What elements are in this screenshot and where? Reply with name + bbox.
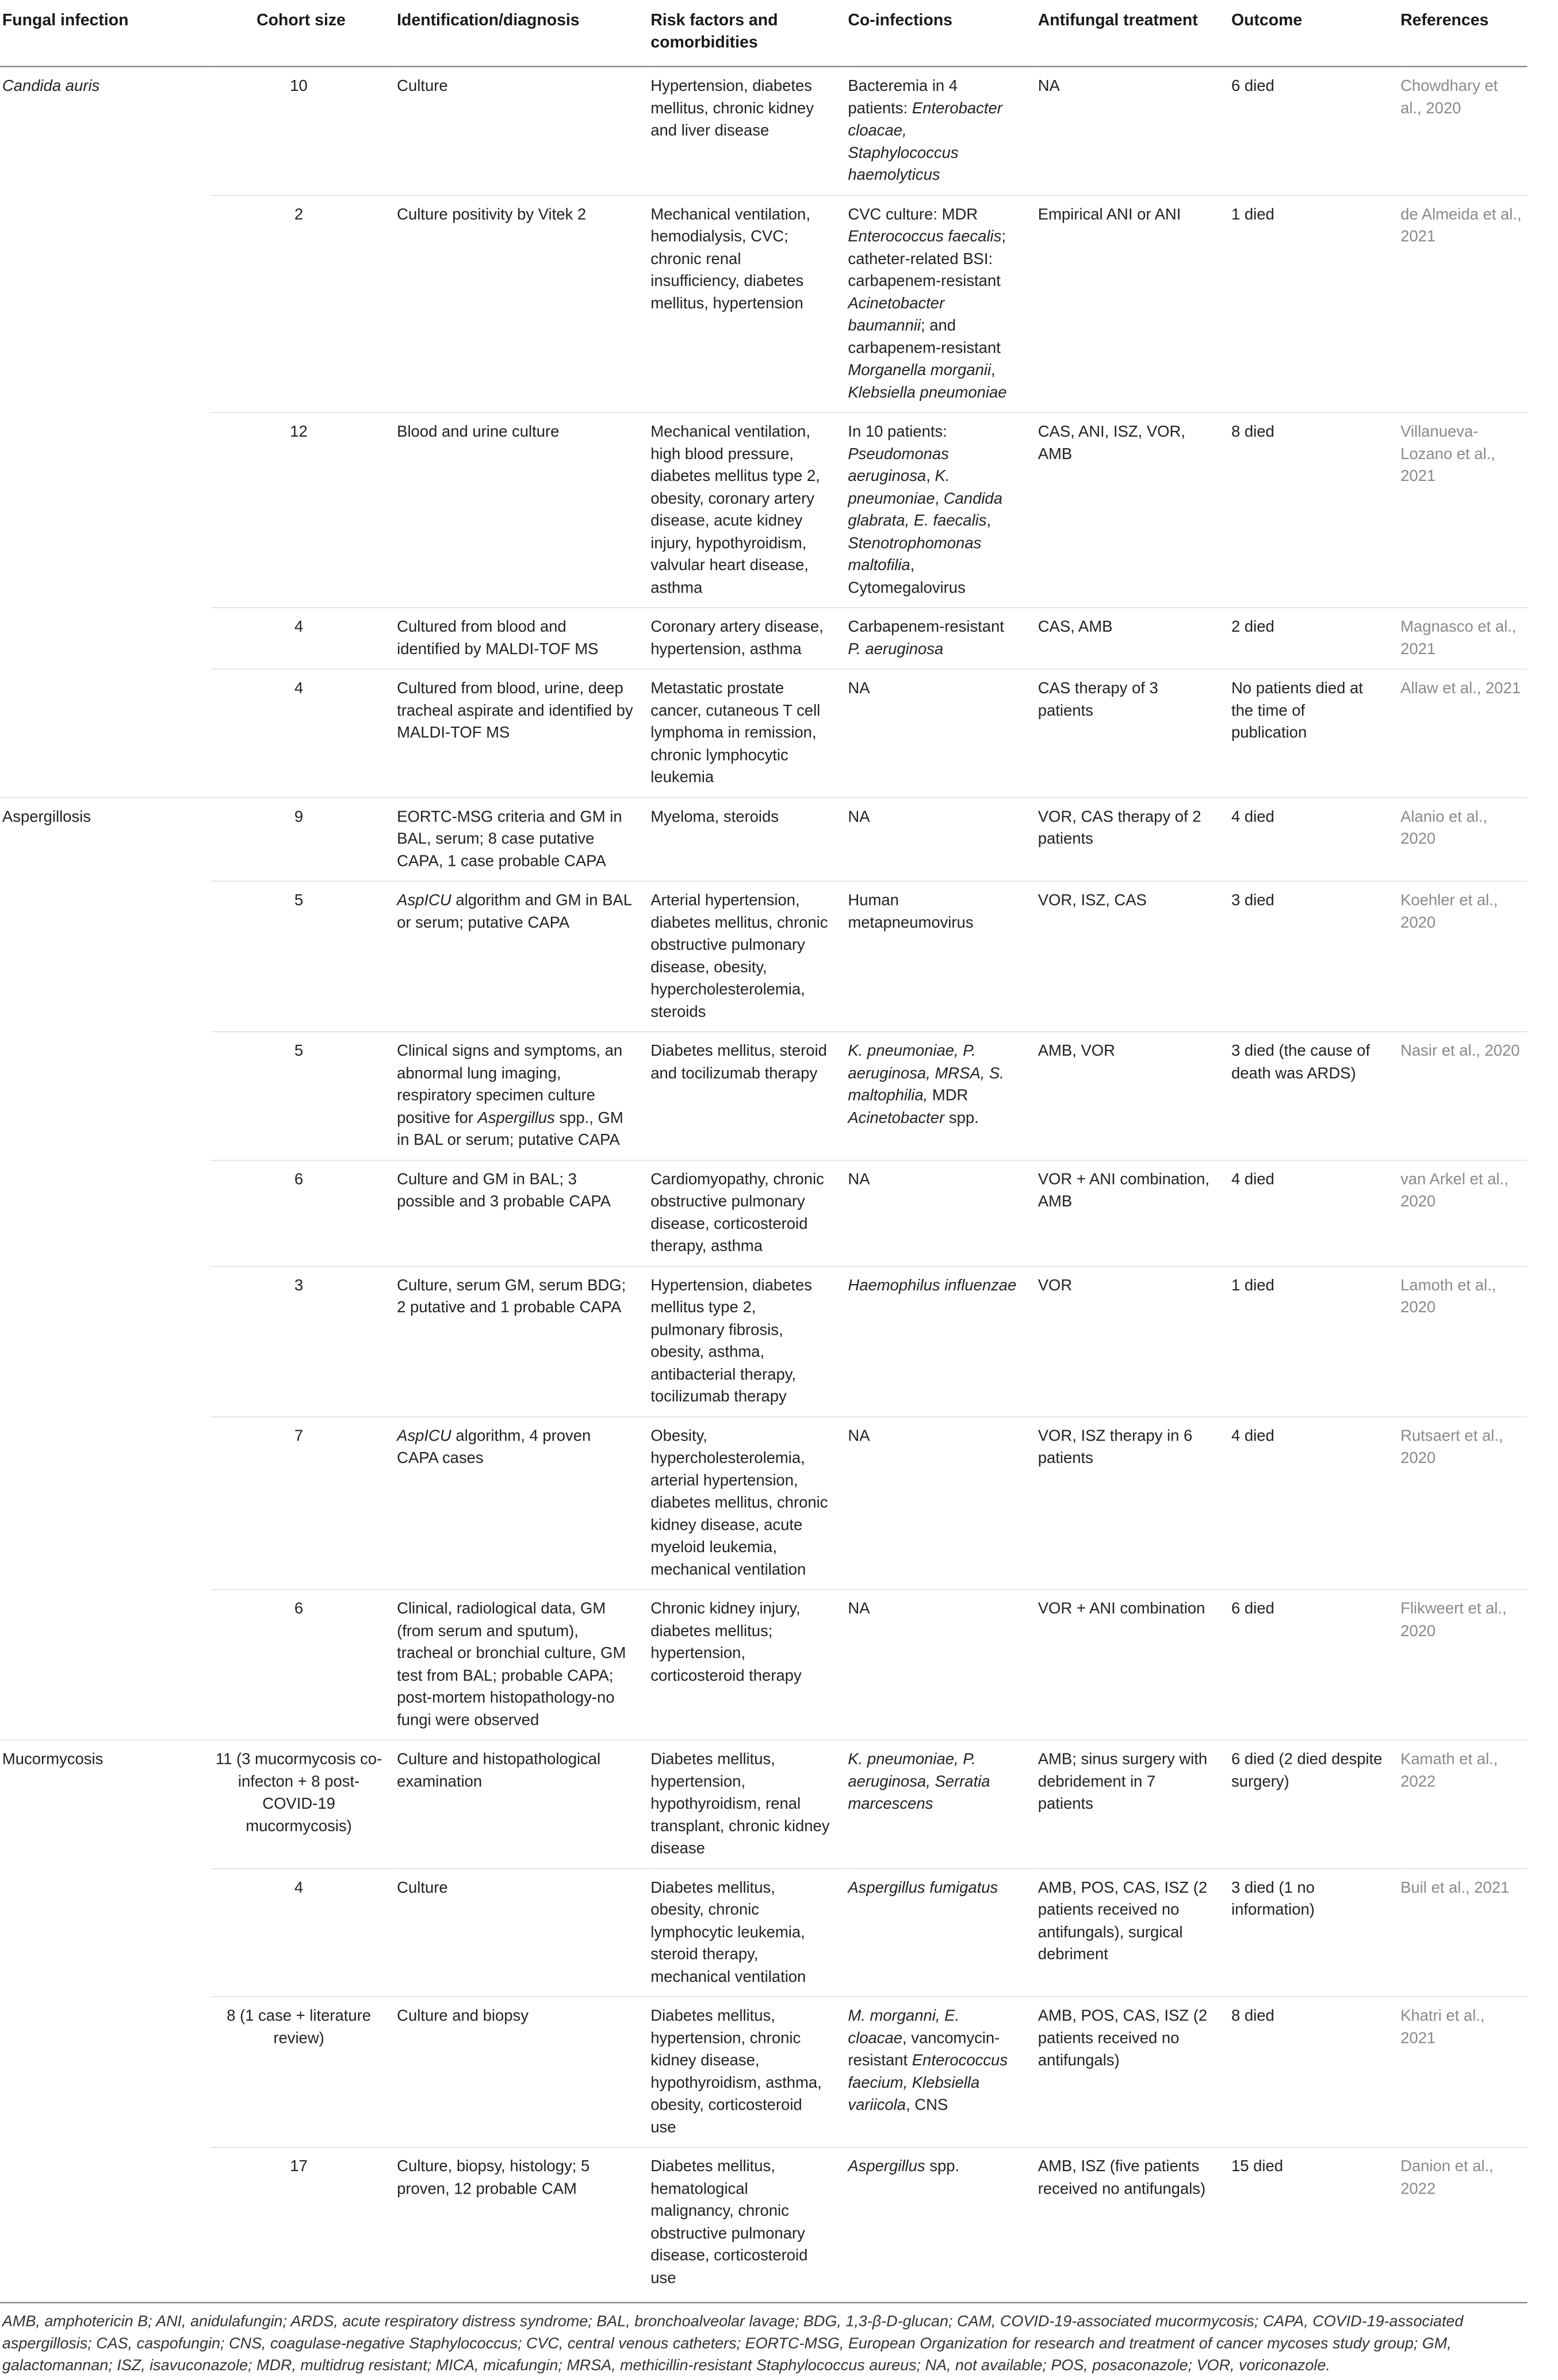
cohort-size-cell: 4 (211, 608, 397, 669)
text-segment: algorithm and GM in BAL or serum; putative CAPA (397, 891, 631, 931)
table-row (0, 1869, 1528, 1997)
reference-link[interactable]: Magnasco et al., 2021 (1400, 608, 1528, 669)
table-row (0, 881, 1528, 1032)
identification-cell (397, 1740, 650, 1869)
co-infections-cell (848, 669, 1038, 797)
outcome-cell (1231, 195, 1400, 412)
reference-link[interactable]: Lamoth et al., 2020 (1400, 1266, 1528, 1417)
reference-link[interactable]: Nasir et al., 2020 (1400, 1032, 1528, 1160)
co-infections-cell (848, 1417, 1038, 1590)
fungal-infection-name: Aspergillosis (2, 807, 91, 825)
reference-link[interactable]: Allaw et al., 2021 (1400, 669, 1528, 797)
table-row (0, 1997, 1528, 2148)
fungal-infection-name: Mucormycosis (2, 1749, 104, 1768)
fungal-infection-cell (0, 1417, 211, 1590)
identification-cell (397, 797, 650, 881)
outcome-cell (1231, 2147, 1400, 2297)
text-segment: Haemophilus influenzae (848, 1275, 1017, 1294)
antifungal-treatment-cell (1038, 797, 1231, 881)
outcome-cell (1231, 67, 1400, 196)
text-segment: Bacteremia in 4 patients: (848, 77, 958, 117)
text-segment: VOR, ISZ therapy in 6 patients (1038, 1426, 1193, 1466)
reference-link[interactable]: de Almeida et al., 2021 (1400, 195, 1528, 412)
text-segment: Aspergillus fumigatus (848, 1878, 998, 1896)
co-infections-cell (848, 67, 1038, 196)
text-segment: 3 died (the cause of death was ARDS) (1231, 1041, 1371, 1082)
text-segment: K. pneumoniae, P. aeruginosa, MRSA, S. maltophilia, (848, 1041, 1004, 1104)
text-segment: AspICU (397, 891, 451, 909)
text-segment: Blood and urine culture (397, 422, 560, 440)
fungal-infection-cell (0, 1160, 211, 1266)
header-identification: Identification/diagnosis (397, 0, 650, 67)
table-row (0, 1160, 1528, 1266)
reference-link[interactable]: Chowdhary et al., 2020 (1400, 77, 1498, 117)
fungal-infection-cell (0, 608, 211, 669)
text-segment: Carbapenem-resistant (848, 617, 1004, 635)
text-segment: Culture and GM in BAL; 3 possible and 3 probable CAPA (397, 1170, 611, 1210)
risk-factors-cell (650, 1417, 848, 1590)
cohort-size-cell: 9 (211, 797, 397, 881)
text-segment: , (926, 467, 935, 485)
header-fungal-infection: Fungal infection (0, 0, 211, 67)
text-segment: Diabetes mellitus, hypertension, hypothyroidism, renal transplant, chronic kidney disease (650, 1749, 830, 1857)
text-segment: Culture and histopathological examination (397, 1749, 601, 1790)
text-segment: NA (848, 679, 870, 697)
text-segment: spp., GM in BAL or serum; putative CAPA (397, 1108, 623, 1148)
cohort-size-cell: 3 (211, 1266, 397, 1417)
text-segment: Klebsiella pneumoniae (848, 383, 1007, 401)
antifungal-treatment-cell (1038, 1160, 1231, 1266)
text-segment: CAS therapy of 3 patients (1038, 679, 1158, 719)
text-segment: Stenotrophomonas maltofilia (848, 533, 982, 574)
identification-cell (397, 1266, 650, 1417)
text-segment: Empirical ANI or ANI (1038, 205, 1181, 223)
text-segment: Myeloma, steroids (650, 807, 779, 825)
co-infections-cell (848, 1997, 1038, 2148)
outcome-cell (1231, 1740, 1400, 1869)
identification-cell (397, 1869, 650, 1997)
text-segment: Culture positivity by Vitek 2 (397, 205, 587, 223)
text-segment: 2 died (1231, 617, 1274, 635)
identification-cell (397, 2147, 650, 2297)
text-segment: M. morganni, E. cloacae (848, 2006, 960, 2047)
identification-cell (397, 669, 650, 797)
antifungal-treatment-cell (1038, 1869, 1231, 1997)
cohort-size-cell: 7 (211, 1417, 397, 1590)
fungal-infection-cell (0, 1740, 211, 1869)
antifungal-treatment-cell (1038, 412, 1231, 608)
antifungal-treatment-cell (1038, 195, 1231, 412)
outcome-cell (1231, 1869, 1400, 1997)
text-segment: Enterobacter cloacae, Staphylococcus haemolyticus (848, 99, 1002, 184)
outcome-cell (1231, 1590, 1400, 1740)
text-segment: CAS, ANI, ISZ, VOR, AMB (1038, 422, 1185, 463)
text-segment: Culture (397, 77, 448, 94)
risk-factors-cell (650, 1266, 848, 1417)
text-segment: EORTC-MSG criteria and GM in BAL, serum; 8 case putative CAPA, 1 case probable CAPA (397, 807, 622, 870)
text-segment: 8 died (1231, 422, 1274, 440)
text-segment: 1 died (1231, 205, 1274, 223)
co-infections-cell (848, 1740, 1038, 1869)
risk-factors-cell (650, 669, 848, 797)
text-segment: 15 died (1231, 2157, 1284, 2175)
cohort-size-cell: 4 (211, 1869, 397, 1997)
co-infections-cell (848, 195, 1038, 412)
text-segment: ; and carbapenem-resistant (848, 316, 1001, 357)
identification-cell (397, 67, 650, 196)
text-segment: Aspergillus (848, 2157, 925, 2175)
text-segment: CVC culture: MDR (848, 205, 978, 223)
table-footnote: AMB, amphotericin B; ANI, anidulafungin; ARDS, acute respiratory distress syndrome; BAL, bronchoalveolar lavage; BDG, 1,3-β-D-glucan; CAM, COVID-19-associated mucormycosis; CAPA, COVID-19-associated aspergillosis; CAS, caspofungin; CNS, coagulase-negative Staphylococcus; CVC, central venous catheters; EORTC-MSG, European Organization for research and treatment of cancer mycoses study group; GM, galactomannan; ISZ, isavuconazole; MDR, multidrug resistant; MICA, micafungin; MRSA, methicillin-resistant Staphylococcus aureus; NA, not available; POS, posaconazole; VOR, voriconazole. (2, 2312, 1464, 2374)
cohort-size-cell: 5 (211, 1032, 397, 1160)
text-segment: , (935, 489, 944, 507)
table-row (0, 608, 1528, 669)
text-segment: spp. (944, 1108, 979, 1126)
cohort-size-cell: 2 (211, 195, 397, 412)
cohort-size-cell: 5 (211, 881, 397, 1032)
reference-link[interactable]: van Arkel et al., 2020 (1400, 1160, 1528, 1266)
risk-factors-cell (650, 67, 848, 196)
table-row (0, 797, 1528, 881)
risk-factors-cell (650, 797, 848, 881)
text-segment: 6 died (2 died despite surgery) (1231, 1749, 1383, 1790)
outcome-cell (1231, 669, 1400, 797)
co-infections-cell (848, 2147, 1038, 2297)
risk-factors-cell (650, 1869, 848, 1997)
text-segment: NA (848, 1170, 870, 1188)
reference-link[interactable]: Alanio et al., 2020 (1400, 797, 1528, 881)
outcome-cell (1231, 1160, 1400, 1266)
co-infections-cell (848, 1590, 1038, 1740)
table-row (0, 195, 1528, 412)
text-segment: CAS, AMB (1038, 617, 1113, 635)
co-infections-cell (848, 797, 1038, 881)
text-segment: Culture and biopsy (397, 2006, 529, 2024)
text-segment: Enterococcus faecium, Klebsiella variicola (848, 2051, 1008, 2114)
text-segment: Coronary artery disease, hypertension, asthma (650, 617, 824, 658)
header-co-infections: Co-infections (848, 0, 1038, 67)
table-row (0, 1590, 1528, 1740)
fungal-infection-cell (0, 669, 211, 797)
table-row (0, 1740, 1528, 1869)
text-segment: 4 died (1231, 1426, 1274, 1445)
text-segment: NA (848, 1599, 870, 1617)
outcome-cell (1231, 1417, 1400, 1590)
text-segment: 6 died (1231, 77, 1274, 94)
risk-factors-cell (650, 1997, 848, 2148)
reference-link[interactable]: Danion et al., 2022 (1400, 2147, 1528, 2297)
text-segment: AMB; sinus surgery with debridement in 7 patients (1038, 1749, 1208, 1812)
risk-factors-cell (650, 2147, 848, 2297)
antifungal-treatment-cell (1038, 669, 1231, 797)
text-segment: VOR + ANI combination, AMB (1038, 1170, 1210, 1210)
fungal-infection-cell (0, 1266, 211, 1417)
text-segment: Culture, serum GM, serum BDG; 2 putative and 1 probable CAPA (397, 1275, 626, 1316)
reference-link[interactable]: Buil et al., 2021 (1400, 1869, 1528, 1997)
text-segment: VOR, CAS therapy of 2 patients (1038, 807, 1201, 847)
co-infections-cell (848, 1869, 1038, 1997)
table-row (0, 67, 1528, 196)
text-segment: Diabetes mellitus, hypertension, chronic kidney disease, hypothyroidism, asthma, obesity, corticosteroid use (650, 2006, 822, 2135)
fungal-infection-cell (0, 797, 211, 881)
reference-link[interactable]: Villanueva-Lozano et al., 2021 (1400, 412, 1528, 608)
text-segment: , (991, 361, 996, 379)
co-infections-cell (848, 412, 1038, 608)
text-segment: Diabetes mellitus, steroid and tocilizumab therapy (650, 1041, 827, 1082)
co-infections-cell (848, 1160, 1038, 1266)
header-outcome: Outcome (1231, 0, 1400, 67)
cohort-size-cell: 6 (211, 1160, 397, 1266)
text-segment: AMB, POS, CAS, ISZ (2 patients received no antifungals), surgical debriment (1038, 1878, 1208, 1963)
text-segment: No patients died at the time of publication (1231, 679, 1363, 742)
text-segment: Cultured from blood, urine, deep tracheal aspirate and identified by MALDI-TOF MS (397, 679, 633, 742)
identification-cell (397, 1590, 650, 1740)
outcome-cell (1231, 412, 1400, 608)
fungal-infection-cell (0, 2147, 211, 2297)
identification-cell (397, 195, 650, 412)
table-row (0, 1266, 1528, 1417)
text-segment: Metastatic prostate cancer, cutaneous T cell lymphoma in remission, chronic lymphocytic leukemia (650, 679, 821, 786)
text-segment: AspICU (397, 1426, 451, 1445)
co-infections-cell (848, 1266, 1038, 1417)
text-segment: Acinetobacter baumannii (848, 294, 945, 334)
antifungal-treatment-cell (1038, 1740, 1231, 1869)
cohort-size-cell: 4 (211, 669, 397, 797)
reference-link[interactable]: Rutsaert et al., 2020 (1400, 1417, 1528, 1590)
table-body (0, 67, 1528, 2298)
text-segment: , (986, 511, 992, 529)
cohort-size-cell: 12 (211, 412, 397, 608)
antifungal-treatment-cell (1038, 1590, 1231, 1740)
antifungal-treatment-cell (1038, 1997, 1231, 2148)
text-segment: Obesity, hypercholesterolemia, arterial hypertension, diabetes mellitus, chronic kidney disease, acute myeloid leukemia, mechanical ventilation (650, 1426, 828, 1578)
risk-factors-cell (650, 1032, 848, 1160)
text-segment: Hypertension, diabetes mellitus, chronic kidney and liver disease (650, 77, 814, 139)
fungal-infection-cell (0, 881, 211, 1032)
co-infections-cell (848, 881, 1038, 1032)
outcome-cell (1231, 1266, 1400, 1417)
antifungal-treatment-cell (1038, 881, 1231, 1032)
outcome-cell (1231, 881, 1400, 1032)
header-references: References (1400, 0, 1528, 67)
text-segment: AMB, ISZ (five patients received no antifungals) (1038, 2157, 1206, 2197)
text-segment: VOR + ANI combination (1038, 1599, 1205, 1617)
text-segment: MDR (928, 1086, 969, 1104)
antifungal-treatment-cell (1038, 1032, 1231, 1160)
text-segment: K. pneumoniae (848, 467, 950, 507)
cohort-size-cell: 6 (211, 1590, 397, 1740)
text-segment: spp. (925, 2157, 960, 2175)
table-row (0, 669, 1528, 797)
text-segment: Enterococcus faecalis (848, 227, 1002, 245)
text-segment: 4 died (1231, 1170, 1274, 1188)
text-segment: Cardiomyopathy, chronic obstructive pulmonary disease, corticosteroid therapy, asthma (650, 1170, 824, 1255)
table-row (0, 2147, 1528, 2297)
text-segment: NA (848, 1426, 870, 1445)
text-segment: Hypertension, diabetes mellitus type 2, pulmonary fibrosis, obesity, asthma, antibacterial therapy, tocilizumab therapy (650, 1275, 813, 1405)
text-segment: Morganella morganii (848, 361, 992, 379)
text-segment: 4 died (1231, 807, 1274, 825)
risk-factors-cell (650, 1740, 848, 1869)
risk-factors-cell (650, 1160, 848, 1266)
text-segment: P. aeruginosa (848, 640, 944, 658)
fungal-infection-cell (0, 1032, 211, 1160)
text-segment: 8 died (1231, 2006, 1274, 2024)
reference-link[interactable]: Kamath et al., 2022 (1400, 1740, 1528, 1869)
identification-cell (397, 1032, 650, 1160)
text-segment: AMB, POS, CAS, ISZ (2 patients received no antifungals) (1038, 2006, 1208, 2069)
text-segment: Clinical signs and symptoms, an abnormal lung imaging, respiratory specimen culture positive for (397, 1041, 623, 1126)
antifungal-treatment-cell (1038, 1266, 1231, 1417)
antifungal-treatment-cell (1038, 608, 1231, 669)
text-segment: K. pneumoniae, P. aeruginosa, Serratia marcescens (848, 1749, 990, 1812)
text-segment: , CNS (906, 2095, 948, 2114)
antifungal-treatment-cell (1038, 2147, 1231, 2297)
text-segment: 3 died (1 no information) (1231, 1878, 1315, 1919)
text-segment: ; catheter-related BSI: carbapenem-resistant (848, 227, 1006, 289)
risk-factors-cell (650, 195, 848, 412)
cohort-size-cell: 8 (1 case + literature review) (211, 1997, 397, 2148)
identification-cell (397, 1417, 650, 1590)
identification-cell (397, 412, 650, 608)
text-segment: Mechanical ventilation, hemodialysis, CVC; chronic renal insufficiency, diabetes mellitus, hypertension (650, 205, 810, 312)
identification-cell (397, 881, 650, 1032)
text-segment: , vancomycin-resistant (848, 2028, 1000, 2069)
header-cohort-size: Cohort size (211, 0, 397, 67)
identification-cell (397, 1160, 650, 1266)
header-antifungal-treatment: Antifungal treatment (1038, 0, 1231, 67)
reference-link[interactable]: Flikweert et al., 2020 (1400, 1590, 1528, 1740)
text-segment: Diabetes mellitus, hematological malignancy, chronic obstructive pulmonary disease, corticosteroid use (650, 2157, 808, 2286)
outcome-cell (1231, 1032, 1400, 1160)
text-segment: Chronic kidney injury, diabetes mellitus; hypertension, corticosteroid therapy (650, 1599, 802, 1684)
fungal-infection-cell (0, 67, 211, 196)
text-segment: , Cytomegalovirus (848, 556, 966, 596)
text-segment: Pseudomonas aeruginosa (848, 444, 949, 485)
text-segment: Mechanical ventilation, high blood pressure, diabetes mellitus type 2, obesity, coronary artery disease, acute kidney injury, hypothyroidism, valvular heart disease, asthma (650, 422, 820, 596)
table-row (0, 1417, 1528, 1590)
text-segment: 6 died (1231, 1599, 1274, 1617)
text-segment: Candida glabrata, E. faecalis (848, 489, 1002, 529)
text-segment: Cultured from blood and identified by MALDI-TOF MS (397, 617, 599, 658)
text-segment: Human metapneumovirus (848, 891, 974, 931)
table-row (0, 412, 1528, 608)
text-segment: In 10 patients: (848, 422, 947, 440)
table-header-row (0, 0, 1528, 67)
fungal-infection-cell (0, 1997, 211, 2148)
fungal-infection-cell (0, 1590, 211, 1740)
outcome-cell (1231, 608, 1400, 669)
text-segment: AMB, VOR (1038, 1041, 1115, 1060)
text-segment: 3 died (1231, 891, 1274, 909)
table-bottom-rule (0, 2302, 1528, 2303)
antifungal-treatment-cell (1038, 1417, 1231, 1590)
outcome-cell (1231, 1997, 1400, 2148)
fungal-infection-cell (0, 1869, 211, 1997)
text-segment: NA (1038, 77, 1060, 94)
fungal-infection-cell (0, 195, 211, 412)
reference-link[interactable]: Koehler et al., 2020 (1400, 881, 1528, 1032)
header-risk-factors: Risk factors and comorbidities (650, 0, 848, 67)
risk-factors-cell (650, 608, 848, 669)
cohort-size-cell: 11 (3 mucormycosis co-infecton + 8 post-COVID-19 mucormycosis) (211, 1740, 397, 1869)
cohort-size-cell: 10 (290, 77, 308, 94)
text-segment: NA (848, 807, 870, 825)
antifungal-treatment-cell (1038, 67, 1231, 196)
text-segment: Clinical, radiological data, GM (from serum and sputum), tracheal or bronchial culture, GM test from BAL; probable CAPA; post-mortem histopathology-no fungi were observed (397, 1599, 626, 1729)
identification-cell (397, 1997, 650, 2148)
text-segment: VOR, ISZ, CAS (1038, 891, 1147, 909)
text-segment: Arterial hypertension, diabetes mellitus, chronic obstructive pulmonary disease, obesity, hypercholesterolemia, steroids (650, 891, 828, 1020)
fungal-infection-cell (0, 412, 211, 608)
text-segment: Aspergillus (477, 1108, 555, 1126)
co-infections-cell (848, 608, 1038, 669)
table-row (0, 1032, 1528, 1160)
text-segment: VOR (1038, 1275, 1073, 1294)
outcome-cell (1231, 797, 1400, 881)
identification-cell (397, 608, 650, 669)
text-segment: Culture, biopsy, histology; 5 proven, 12 probable CAM (397, 2157, 590, 2197)
text-segment: Culture (397, 1878, 448, 1896)
text-segment: Diabetes mellitus, obesity, chronic lymphocytic leukemia, steroid therapy, mechanical ventilation (650, 1878, 806, 1985)
text-segment: 1 died (1231, 1275, 1274, 1294)
text-segment: algorithm, 4 proven CAPA cases (397, 1426, 591, 1466)
cohort-size-cell: 17 (211, 2147, 397, 2297)
risk-factors-cell (650, 1590, 848, 1740)
reference-link[interactable]: Khatri et al., 2021 (1400, 1997, 1528, 2148)
text-segment: Acinetobacter (848, 1108, 945, 1126)
risk-factors-cell (650, 881, 848, 1032)
fungal-infection-name: Candida auris (2, 77, 100, 94)
co-infections-cell (848, 1032, 1038, 1160)
risk-factors-cell (650, 412, 848, 608)
